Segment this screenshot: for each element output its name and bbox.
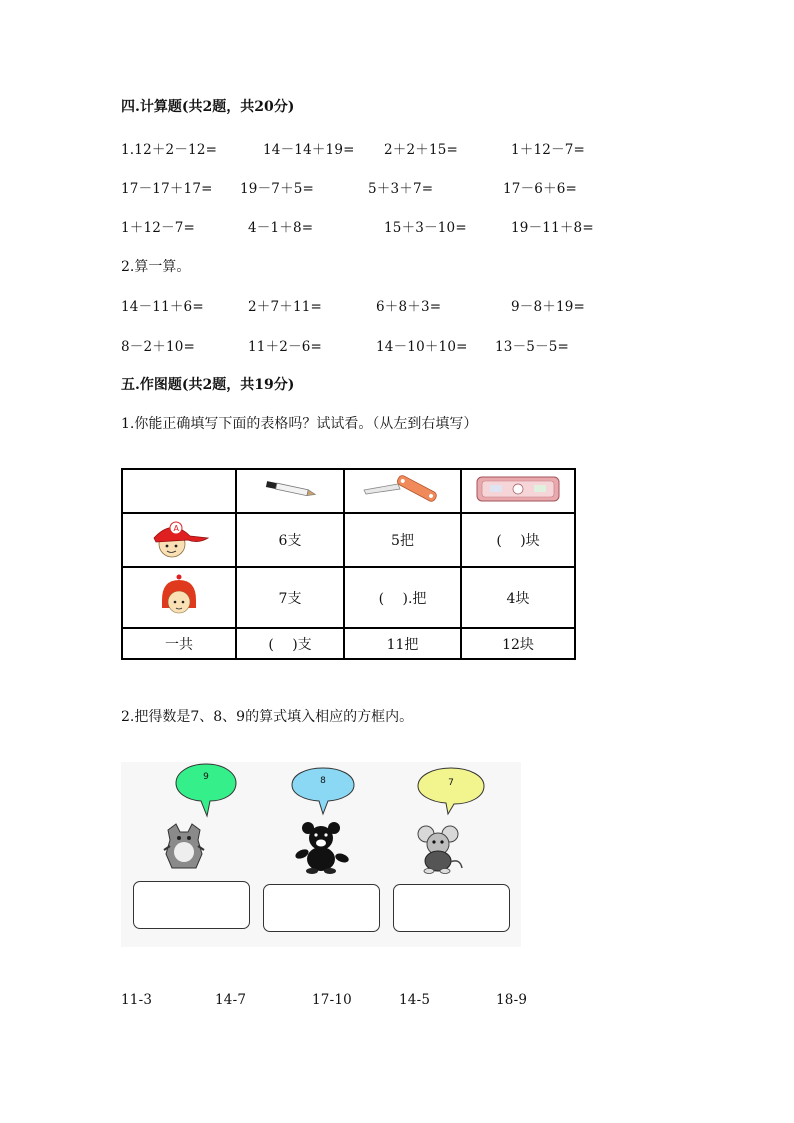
cell-knife-blank[interactable]: ( ).把	[344, 567, 461, 628]
section5-title: 五.作图题(共2题，共19分)	[121, 377, 295, 393]
cell-case-blank[interactable]: ( )块	[461, 513, 575, 567]
calc-item: 13－5－5=	[495, 339, 570, 355]
answer-box-8[interactable]	[263, 884, 380, 932]
calc-item: 15＋3－10=	[384, 220, 467, 236]
cell-knife-total: 11把	[344, 628, 461, 659]
cell-case-total: 12块	[461, 628, 575, 659]
calc-item: 14－10＋10=	[376, 339, 468, 355]
option-expression[interactable]: 18-9	[496, 992, 528, 1008]
cell-pencil-count: 6支	[236, 513, 344, 567]
table-header-empty	[122, 469, 236, 513]
cell-pencil-count: 7支	[236, 567, 344, 628]
bubble-number: 9	[203, 772, 209, 782]
toy-mouse-icon	[414, 824, 466, 874]
cell-pencil-total-blank[interactable]: ( )支	[236, 628, 344, 659]
calc-item: 8－2＋10=	[121, 339, 196, 355]
calc-item: 2＋2＋15=	[384, 142, 459, 158]
question-title: 2.把得数是7、8、9的算式填入相应的方框内。	[121, 709, 414, 725]
calc-item: 19－11＋8=	[511, 220, 594, 236]
answer-box-9[interactable]	[133, 881, 250, 929]
fill-table	[121, 468, 576, 660]
question-title: 1.你能正确填写下面的表格吗？试试看。（从左到右填写）	[121, 416, 478, 432]
calc-item: 11＋2－6=	[248, 339, 323, 355]
calc-item: 5＋3＋7=	[368, 181, 434, 197]
calc-item: 9－8＋19=	[511, 299, 586, 315]
answer-box-7[interactable]	[393, 884, 510, 932]
section4-title: 四.计算题(共2题，共20分)	[121, 99, 295, 115]
calc-item: 1＋12－7=	[121, 220, 196, 236]
option-expression[interactable]: 14-7	[215, 992, 247, 1008]
option-expression[interactable]: 14-5	[399, 992, 431, 1008]
girl-icon	[122, 567, 236, 628]
option-expression[interactable]: 17-10	[312, 992, 352, 1008]
speech-bubble-icon	[290, 766, 356, 816]
pencil-icon	[236, 469, 344, 513]
calc-item: 19－7＋5=	[240, 181, 315, 197]
gray-toy-icon	[158, 820, 210, 872]
calc-item: 14－14＋19=	[263, 142, 355, 158]
calc-item: 1.12＋2－12=	[121, 142, 218, 158]
pencil-case-icon	[461, 469, 575, 513]
svg-text:A: A	[173, 524, 179, 533]
speech-bubble-icon	[174, 762, 238, 818]
bubble-number: 7	[448, 778, 454, 788]
black-bear-icon	[292, 820, 350, 874]
calc-item: 14－11＋6=	[121, 299, 204, 315]
calc-item: 17－17＋17=	[121, 181, 213, 197]
cell-knife-count: 5把	[344, 513, 461, 567]
cell-case-count: 4块	[461, 567, 575, 628]
cell-total-label: 一共	[122, 628, 236, 659]
question-title: 2.算一算。	[121, 259, 191, 275]
calc-item: 1＋12－7=	[511, 142, 586, 158]
speech-bubble-icon	[416, 766, 486, 816]
calc-item: 2＋7＋11=	[248, 299, 323, 315]
bubble-number: 8	[320, 776, 326, 786]
folding-knife-icon	[344, 469, 461, 513]
option-expression[interactable]: 11-3	[121, 992, 153, 1008]
calc-item: 17－6＋6=	[503, 181, 578, 197]
boy-cap-icon	[122, 513, 236, 567]
calc-item: 6＋8＋3=	[376, 299, 442, 315]
calc-item: 4－1＋8=	[248, 220, 314, 236]
